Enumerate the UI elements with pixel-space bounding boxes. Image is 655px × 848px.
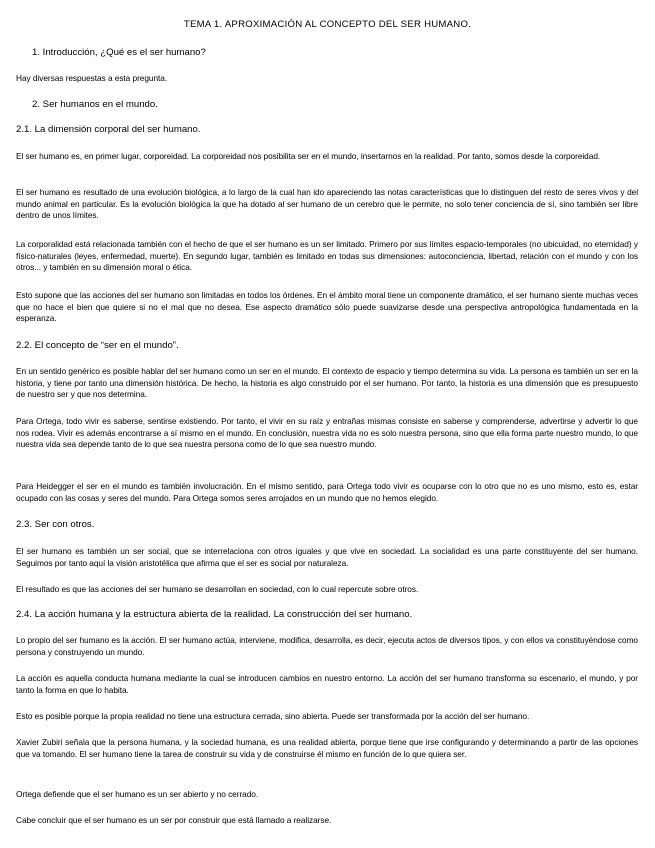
paragraph: El ser humano es, en primer lugar, corporeidad. La corporeidad nos posibilita ser en el mundo, insertarnos en la realidad. Por tanto, somos desde la corporeidad. xyxy=(16,151,601,161)
section-heading-introduccion: 1. Introducción, ¿Qué es el ser humano? xyxy=(32,47,206,58)
paragraph: Para Heidegger el ser en el mundo es también involucración. En el mismo sentido, para Ortega todo vivir es ocuparse con lo otro que no es uno mismo, esto es, estar ocupado con las cosas y seres del mundo. Para Ortega somos seres arrojados en un mundo que no hemos elegido. xyxy=(16,481,638,503)
subsection-heading-ser-en-el-mundo: 2.2. El concepto de “ser en el mundo”. xyxy=(16,340,179,351)
subsection-heading-accion-humana: 2.4. La acción humana y la estructura abierta de la realidad. La construcción del ser humano. xyxy=(16,609,413,620)
document-title: TEMA 1. APROXIMACIÓN AL CONCEPTO DEL SER HUMANO. xyxy=(183,19,472,30)
paragraph: La corporalidad está relacionada también con el hecho de que el ser humano es un ser limitado. Primero por sus límites espacio-temporales (no ubicuidad, no eternidad) y físico-naturales (leyes, enfermedad, muerte). En segundo lugar, también es limitado en todas sus dimensiones: autoconciencia, libertad, relación con el mundo y con los otros... y también en su dimensión moral o ética. xyxy=(16,239,638,273)
paragraph: El resultado es que las acciones del ser humano se desarrollan en sociedad, con lo cual repercute sobre otros. xyxy=(16,584,419,594)
paragraph: En un sentido genérico es posible hablar del ser humano como un ser en el mundo. El contexto de espacio y tiempo determina su vida. La persona es también un ser en la historia, y tiene por tanto una dimensión histórica. De hecho, la historia es algo construido por el ser humano. Por tanto, la historia es una dimensión que es presupuesto de nuestro ser y que nos determina. xyxy=(16,366,638,400)
paragraph: La acción es aquella conducta humana mediante la cual se introducen cambios en nuestro entorno. La acción del ser humano transforma su escenario, el mundo, y por tanto la forma en que lo habita. xyxy=(16,673,638,695)
paragraph: Esto es posible porque la propia realidad no tiene una estructura cerrada, sino abierta. Puede ser transformada por la acción del ser humano. xyxy=(16,711,530,721)
paragraph: Para Ortega, todo vivir es saberse, sentirse existiendo. Por tanto, el vivir en su raíz y entrañas mismas consiste en saberse y comprenderse, advertirse y advertir lo que nos rodea. Vivir es además encontrarse a sí mismo en el mundo. En conclusión, nuestra vida no es solo nuestra persona, sino que ella forma parte nuestro mundo, lo que nuestra vida sea depende tanto de lo que sea nuestra persona como de lo que sea nuestro mundo. xyxy=(16,416,638,450)
paragraph: El ser humano es también un ser social, que se interrelaciona con otros iguales y que vive en sociedad. La socialidad es una parte constituyente del ser humano. Seguimos por tanto aquí la visión aristotélica que afirma que el ser es social por naturaleza. xyxy=(16,546,638,568)
paragraph: Cabe concluir que el ser humano es un ser por construir que está llamado a realizarse. xyxy=(16,815,332,825)
subsection-heading-ser-con-otros: 2.3. Ser con otros. xyxy=(16,519,95,530)
section-heading-ser-humanos-en-el-mundo: 2. Ser humanos en el mundo. xyxy=(32,99,158,110)
paragraph: El ser humano es resultado de una evolución biológica, a lo largo de la cual han ido apareciendo las notas características que lo distinguen del resto de seres vivos y del mundo animal en particular. Es la evolución biológica la que ha dotado al ser humano de un cerebro que le permite, no solo tener conciencia de sí, sino también ser libre dentro de unos límites. xyxy=(16,187,638,221)
paragraph: Xavier Zubiri señala que la persona humana, y la sociedad humana, es una realidad abierta, porque tiene que irse configurando y determinando a partir de las opciones que va tomando. El ser humano tiene la tarea de construir su vida y de construirse él mismo en función de lo que quiera ser. xyxy=(16,737,638,759)
paragraph: Lo propio del ser humano es la acción. El ser humano actúa, interviene, modifica, desarrolla, es decir, ejecuta actos de diversos tipos, y con ellos va constituyéndose como persona y construyendo un mundo. xyxy=(16,635,638,657)
paragraph: Ortega defiende que el ser humano es un ser abierto y no cerrado. xyxy=(16,789,259,799)
paragraph: Esto supone que las acciones del ser humano son limitadas en todos los órdenes. En el ámbito moral tiene un componente dramático, el ser humano siente muchas veces que no hace el bien que quiere si no el mal que no desea. Ese aspecto dramático sólo puede suavizarse desde una perspectiva antropológica fundamentada en la esperanza. xyxy=(16,290,638,324)
paragraph: Hay diversas respuestas a esta pregunta. xyxy=(16,73,168,83)
subsection-heading-dimension-corporal: 2.1. La dimensión corporal del ser humano. xyxy=(16,124,201,135)
